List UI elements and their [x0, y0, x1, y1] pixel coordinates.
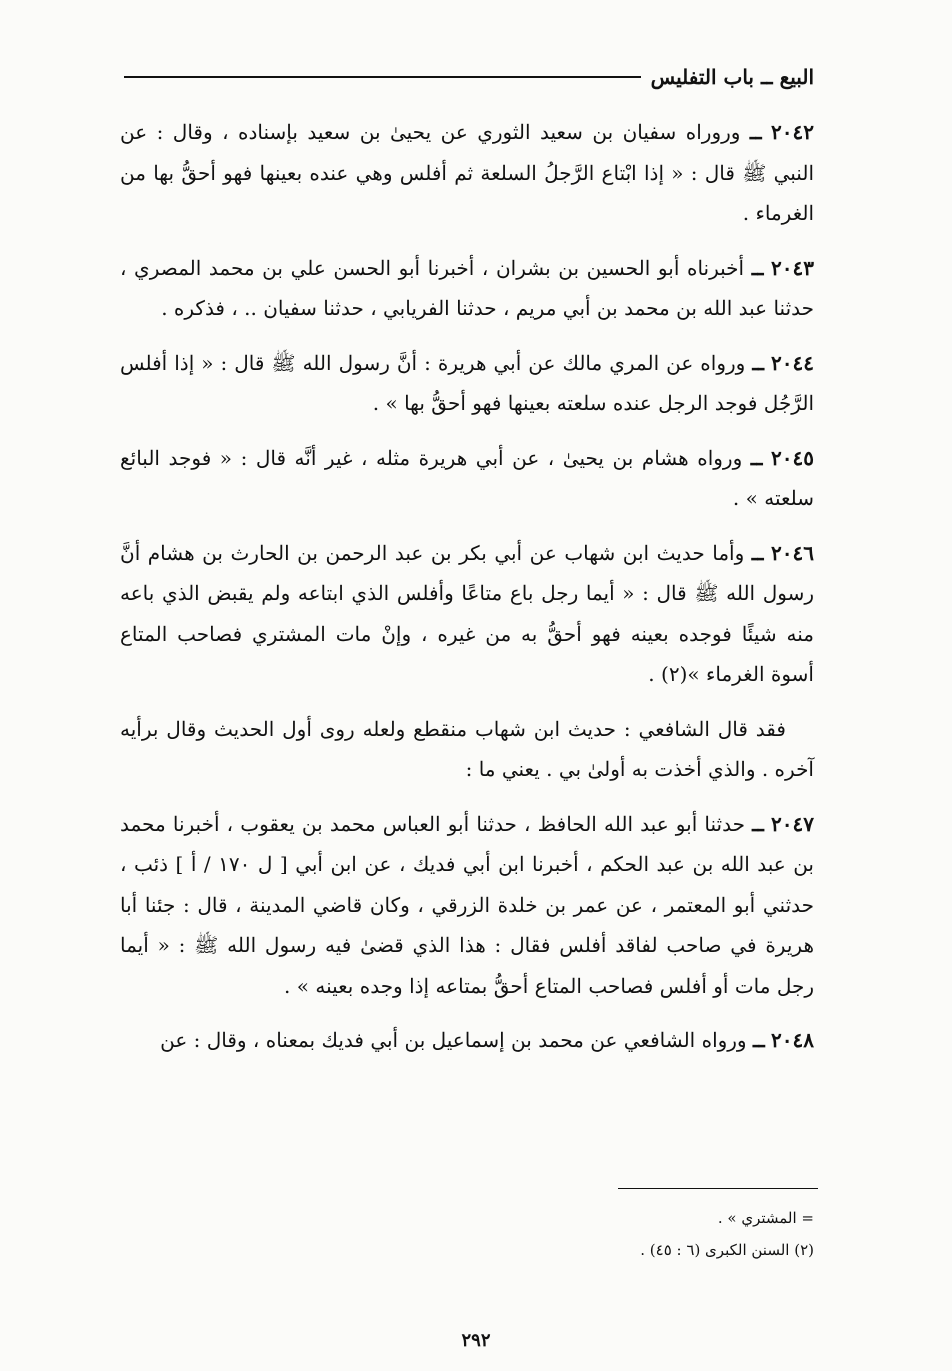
hadith-paragraph	[120, 438, 814, 519]
hadith-dash: ــ	[752, 1028, 765, 1052]
hadith-dash: ــ	[752, 350, 765, 375]
hadith-paragraph	[120, 804, 814, 1007]
hadith-dash: ــ	[752, 811, 764, 836]
hadith-dash: ــ	[750, 445, 763, 470]
header-title: البيع ــ باب التفليس	[650, 65, 814, 89]
hadith-text: حدثنا أبو عبد الله الحافظ ، حدثنا أبو العباس محمد بن يعقوب ، أخبرنا محمد بن عبد الله بن عبد الحكم ، أخبرنا ابن أبي فديك ، عن ابن أبي [ ل ١٧٠ / أ ] ذئب ، حدثني أبو المعتمر ، عن عمر بن خلدة الزرقي ، وكان قاضي المدينة ، قال : جئنا أبا هريرة في صاحب لفاقد أفلس فقال : هذا الذي قضىٰ فيه رسول الله ﷺ : « أيما رجل مات أو أفلس فصاحب المتاع أحقُّ بمتاعه إذا وجده بعينه » .	[120, 811, 814, 998]
footnote-item: (٢) السنن الكبرى (٦ : ٤٥) .	[640, 1241, 814, 1259]
hadith-text: وروراه سفيان بن سعيد الثوري عن يحيىٰ بن سعيد بإسناده ، وقال : عن النبي ﷺ قال : « إذا ابْتاع الرَّجلُ السلعة ثم أفلس وهي عنده بعينها فهو أحقُّ بها من الغرماء .	[120, 120, 814, 225]
hadith-paragraph	[120, 343, 814, 424]
hadith-number: ٢٠٤٢	[771, 120, 815, 144]
main-text	[120, 112, 814, 1075]
hadith-number: ٢٠٤٨	[771, 1028, 814, 1052]
hadith-dash: ــ	[749, 120, 762, 144]
hadith-paragraph	[120, 533, 814, 695]
hadith-number: ٢٠٤٦	[771, 540, 814, 565]
hadith-paragraph	[120, 248, 814, 329]
hadith-number: ٢٠٤٣	[771, 255, 815, 280]
hadith-paragraph	[120, 112, 814, 234]
header-rule	[124, 76, 641, 78]
page-number: ٢٩٢	[461, 1330, 491, 1351]
hadith-text: ورواه هشام بن يحيىٰ ، عن أبي هريرة مثله ، غير أنَّه قال : « فوجد البائع سلعته » .	[120, 445, 814, 510]
hadith-dash: ــ	[751, 255, 764, 280]
hadith-number: ٢٠٤٤	[771, 350, 815, 375]
hadith-number: ٢٠٤٥	[771, 445, 814, 470]
commentary-paragraph	[120, 709, 814, 790]
hadith-text: أخبرناه أبو الحسين بن بشران ، أخبرنا أبو الحسن علي بن محمد المصري ، حدثنا عبد الله بن محمد بن أبي مريم ، حدثنا الفريابي ، حدثنا سفيان .. ، فذكره .	[120, 255, 814, 320]
hadith-dash: ــ	[751, 540, 764, 565]
running-header	[124, 62, 814, 92]
hadith-paragraph	[120, 1020, 814, 1061]
hadith-text: ورواه عن المري مالك عن أبي هريرة : أنَّ رسول الله ﷺ قال : « إذا أفلس الرَّجُل فوجد الرجل عنده سلعته بعينها فهو أحقُّ بها » .	[120, 350, 814, 415]
commentary-text: فقد قال الشافعي : حديث ابن شهاب منقطع ولعله روى أول الحديث وقال برأيه آخره . والذي أخذت به أولىٰ بي . يعني ما :	[120, 716, 814, 781]
footnote-continuation: = المشتري » .	[717, 1209, 814, 1227]
footnotes	[420, 1202, 814, 1266]
hadith-text: وأما حديث ابن شهاب عن أبي بكر بن عبد الرحمن بن الحارث بن هشام أنَّ رسول الله ﷺ قال : « أيما رجل باع متاعًا وأفلس الذي ابتاعه ولم يقبض الذي باعه منه شيئًا فوجده بعينه فهو أحقُّ به من غيره ، وإنْ مات المشتري فصاحب المتاع أسوة الغرماء »(٢) .	[120, 540, 814, 686]
footnote-separator	[618, 1188, 818, 1189]
hadith-text: ورواه الشافعي عن محمد بن إسماعيل بن أبي فديك بمعناه ، وقال : عن	[160, 1028, 747, 1052]
hadith-number: ٢٠٤٧	[771, 811, 815, 836]
